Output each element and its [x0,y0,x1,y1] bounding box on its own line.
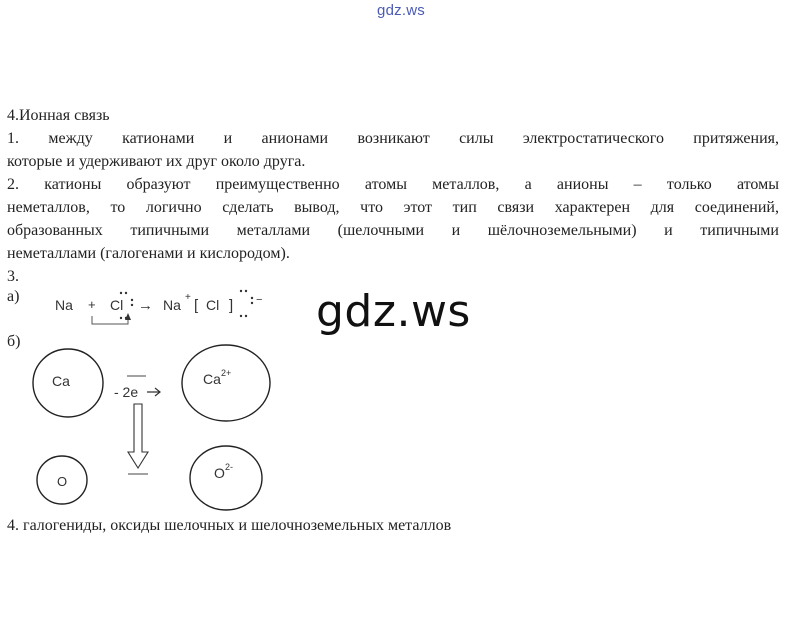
eq-a-cl: Cl [110,297,124,313]
electron-transfer-arrow [92,316,128,324]
eq-a-plus: + [88,297,96,312]
eq-a-arrow: → [138,297,153,314]
part-b-label: б) [7,333,21,350]
o-ion-charge: 2- [225,462,234,472]
ca-ion-label: Ca [203,371,221,387]
ca-ion-charge: 2+ [221,368,232,378]
item-3-number: 3. [7,268,19,285]
o-ion-label: O [214,465,225,481]
ca-atom-label: Ca [52,373,70,389]
transfer-arrow-icon [147,388,160,396]
watermark-top: gdz.ws [377,2,425,19]
ca-ion-circle [182,345,270,421]
item-1-line-1: 1. между катионами и анионами возникают силы электростатического притяжения, [7,130,779,147]
transfer-label: - 2e [114,384,139,400]
o-atom-label: O [57,474,68,489]
section-title: 4.Ионная связь [7,107,110,124]
eq-a-cl-charge: − [256,294,263,306]
eq-a-na-charge: + [185,292,191,303]
item-1-line-2: которые и удерживают их друг около друга. [7,153,306,170]
down-arrow-icon [128,404,148,468]
item-2-line-1: 2. катионы образуют преимущественно атомы металлов, а анионы – только атомы [7,176,779,193]
item-2-line-2: неметаллов, то логично сделать вывод, что этот тип связи характерен для соединений, [7,199,779,216]
cl-ion-electron-dots [240,290,253,317]
eq-a-cl-ion: Cl [206,297,220,313]
item-2-line-3: образованных типичными металлами (шелочными и шёлочноземельными) и типичными [7,222,779,239]
eq-a-bracket-close: ] [229,297,234,314]
item-2-line-4: неметаллами (галогенами и кислородом). [7,245,290,262]
item-4: 4. галогениды, оксиды шелочных и шелочноземельных металлов [7,517,452,534]
eq-a-bracket-open: [ [194,297,199,314]
arrowhead-icon [125,313,131,320]
eq-a-na: Na [55,297,73,313]
watermark-center: gdz.ws [316,286,471,337]
eq-a-na-ion: Na [163,297,181,313]
part-a-label: а) [7,288,20,305]
o-ion-circle [190,446,262,510]
